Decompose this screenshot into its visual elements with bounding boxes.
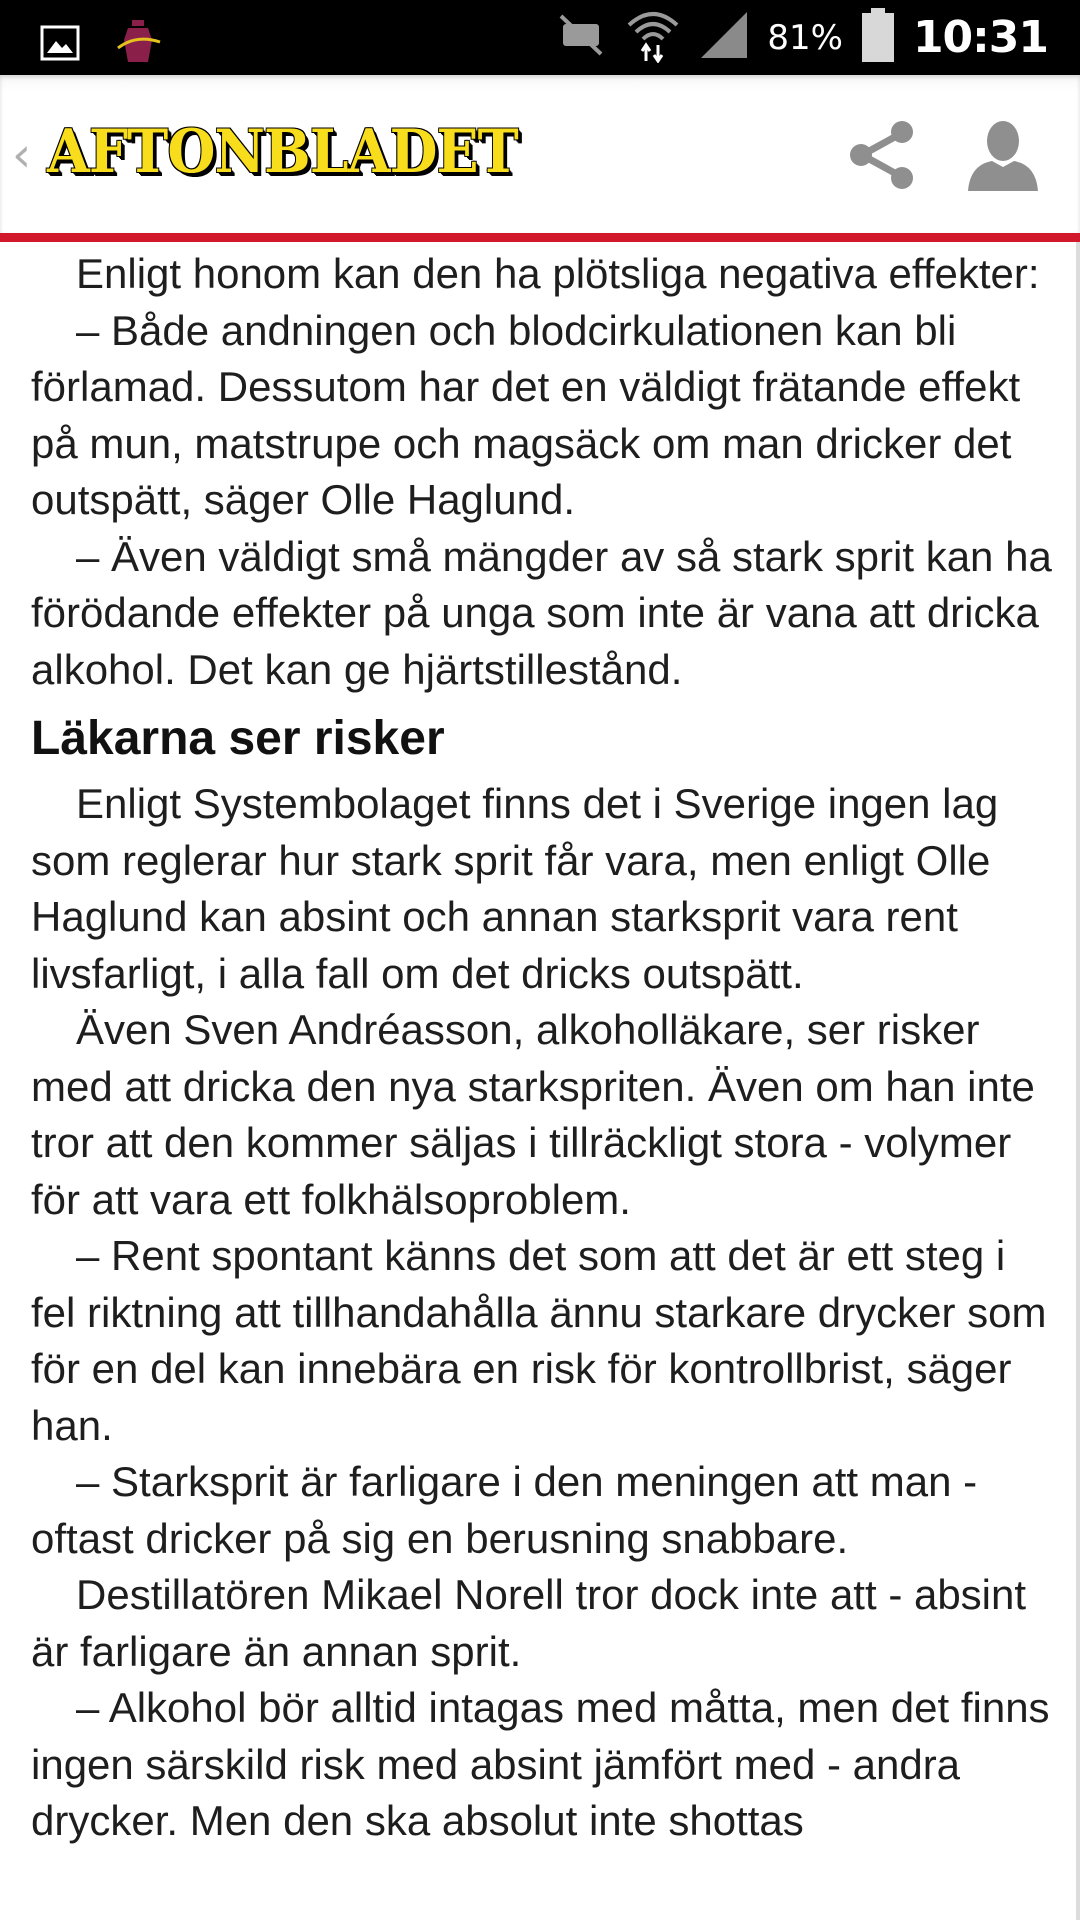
app-bar bbox=[0, 75, 1080, 233]
paragraph: – Även väldigt små mängder av så stark sprit kan ha förödande effekter på unga som inte är vana att dricka alkohol. Det kan ge hjärtstillestånd. bbox=[31, 532, 1052, 693]
user-icon[interactable] bbox=[966, 119, 1040, 193]
mute-icon bbox=[555, 12, 607, 63]
paragraph: Destillatören Mikael Norell tror dock inte att - absint är farligare än annan sprit. bbox=[31, 1571, 1027, 1675]
share-icon[interactable] bbox=[846, 119, 918, 191]
header-divider bbox=[0, 233, 1080, 242]
article-body[interactable] bbox=[0, 242, 1080, 1920]
paragraph: – Både andningen och blodcirkulationen kan bli förlamad. Dessutom har det en väldigt frätande effekt på mun, matstrupe och magsäck om man dricker det outspätt, säger Olle Haglund. bbox=[31, 306, 1021, 523]
battery-percent: 81% bbox=[767, 17, 843, 58]
article-text bbox=[31, 246, 1061, 1850]
notification-icons bbox=[40, 18, 166, 73]
system-status bbox=[555, 0, 1048, 75]
paragraph: Enligt Systembolaget finns det i Sverige ingen lag som reglerar hur stark sprit får vara, men enligt Olle Haglund kan absint och annan starksprit vara rent livsfarligt, i alla fall om det dricks outspätt. bbox=[31, 780, 999, 997]
signal-icon bbox=[699, 10, 749, 65]
paragraph: – Rent spontant känns det som att det är ett steg i fel riktning att tillhandahålla ännu starkare drycker som för en del kan innebära en risk för kontrollbrist, säger han. bbox=[31, 1232, 1047, 1449]
status-bar bbox=[0, 0, 1080, 75]
image-icon bbox=[40, 25, 80, 66]
paragraph: Enligt honom kan den ha plötsliga negativa effekter: bbox=[76, 250, 1040, 297]
app-notification-icon bbox=[116, 18, 166, 73]
section-heading: Läkarna ser risker bbox=[31, 712, 445, 765]
clock: 10:31 bbox=[912, 12, 1048, 63]
paragraph: – Starksprit är farligare i den meningen att man - oftast dricker på sig en berusning snabbare. bbox=[31, 1458, 978, 1562]
battery-icon bbox=[861, 7, 895, 68]
wifi-icon bbox=[625, 7, 681, 68]
paragraph: Även Sven Andréasson, alkoholläkare, ser risker med att dricka den nya starkspriten. Även om han inte tror att den kommer säljas i tillräckligt stora - volymer för att vara ett folkhälsoproblem. bbox=[31, 1006, 1035, 1223]
aftonbladet-logo[interactable]: AFTONBLADET bbox=[47, 117, 518, 187]
back-chevron-icon[interactable]: ‹ bbox=[12, 127, 32, 183]
paragraph: – Alkohol bör alltid intagas med måtta, men det finns ingen särskild risk med absint jämfört med - andra drycker. Men den ska absolut inte shottas bbox=[31, 1684, 1050, 1844]
